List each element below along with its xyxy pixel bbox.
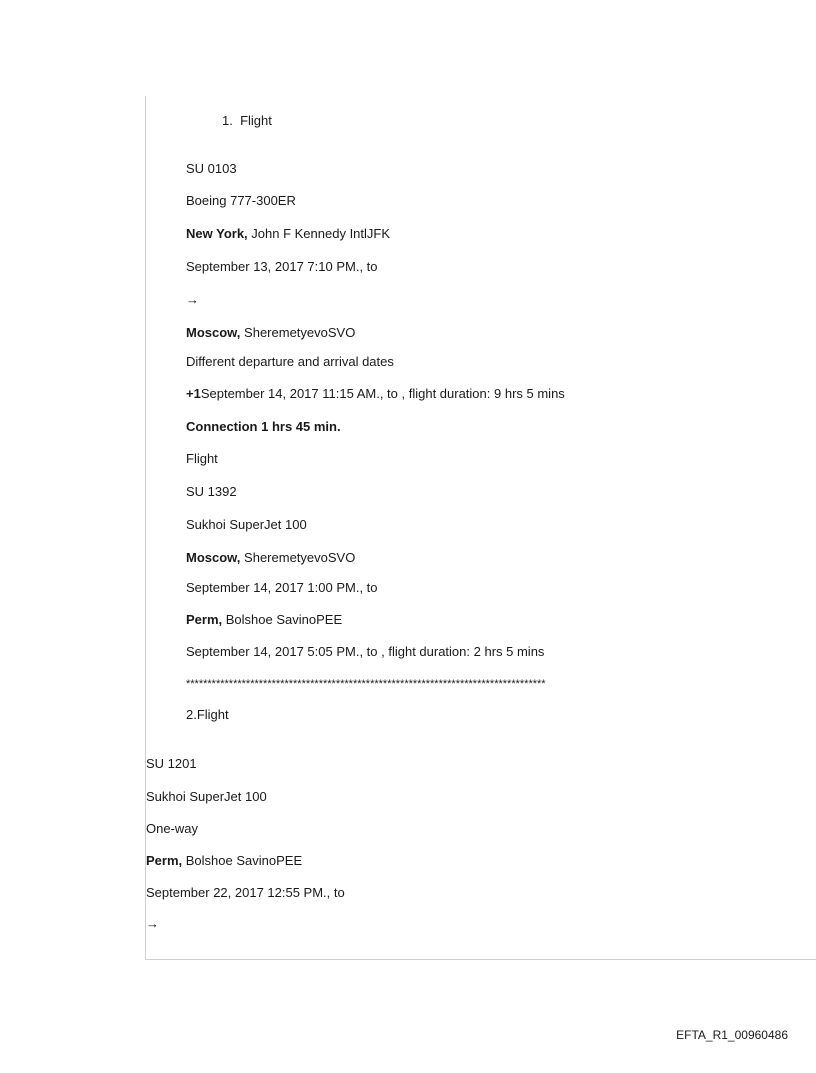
segment2-dest-airport: Bolshoe SavinoPEE xyxy=(225,612,343,627)
segment2-origin-city: Moscow, xyxy=(186,550,241,565)
flight2-origin xyxy=(146,853,302,869)
flight2-trip-type: One-way xyxy=(146,821,199,836)
connection-text: Connection 1 hrs 45 min. xyxy=(186,419,341,434)
flight1-origin-city: New York, xyxy=(186,226,248,241)
flight1-departure: September 13, 2017 7:10 PM., to xyxy=(186,259,378,274)
flight2-origin-city: Perm, xyxy=(146,853,183,868)
flight1-number: SU 0103 xyxy=(186,161,237,176)
segment2-departure: September 14, 2017 1:00 PM., to xyxy=(186,580,378,595)
flight1-dest-airport: SheremetyevoSVO xyxy=(244,325,356,340)
flight1-dest-city: Moscow, xyxy=(186,325,241,340)
flight2-heading: 2.Flight xyxy=(186,707,229,722)
flight1-heading xyxy=(222,113,272,129)
flight1-date-note: Different departure and arrival dates xyxy=(186,354,394,369)
flight1-origin xyxy=(186,226,390,242)
arrow-icon: → xyxy=(146,916,159,931)
flight1-aircraft: Boeing 777-300ER xyxy=(186,193,296,208)
document-id: EFTA_R1_00960486 xyxy=(676,1028,788,1042)
segment2-origin-airport: SheremetyevoSVO xyxy=(244,550,356,565)
flight2-origin-airport: Bolshoe SavinoPEE xyxy=(185,853,303,868)
segment2-aircraft: Sukhoi SuperJet 100 xyxy=(186,517,307,532)
separator: ************************************************************************************ xyxy=(186,678,546,690)
flight1-heading-label: Flight xyxy=(240,113,272,128)
flight1-heading-number: 1. xyxy=(222,113,233,128)
segment2-number: SU 1392 xyxy=(186,484,237,499)
arrow-icon: → xyxy=(186,292,199,307)
flight1-arrival-plus: +1 xyxy=(186,386,201,401)
flight1-destination xyxy=(186,325,355,341)
segment2-dest-city: Perm, xyxy=(186,612,223,627)
flight1-arrival xyxy=(186,386,565,402)
segment2-origin xyxy=(186,550,355,566)
flight1-arrival-text: September 14, 2017 11:15 AM., to , flight duration: 9 hrs 5 mins xyxy=(200,386,565,401)
flight1-origin-airport: John F Kennedy IntlJFK xyxy=(251,226,391,241)
connection-info xyxy=(186,419,341,435)
segment2-label: Flight xyxy=(186,451,218,466)
flight2-departure: September 22, 2017 12:55 PM., to xyxy=(146,885,345,900)
flight2-aircraft: Sukhoi SuperJet 100 xyxy=(146,789,267,804)
segment2-arrival: September 14, 2017 5:05 PM., to , flight duration: 2 hrs 5 mins xyxy=(186,644,545,659)
segment2-destination xyxy=(186,612,342,628)
flight2-number: SU 1201 xyxy=(146,756,197,771)
